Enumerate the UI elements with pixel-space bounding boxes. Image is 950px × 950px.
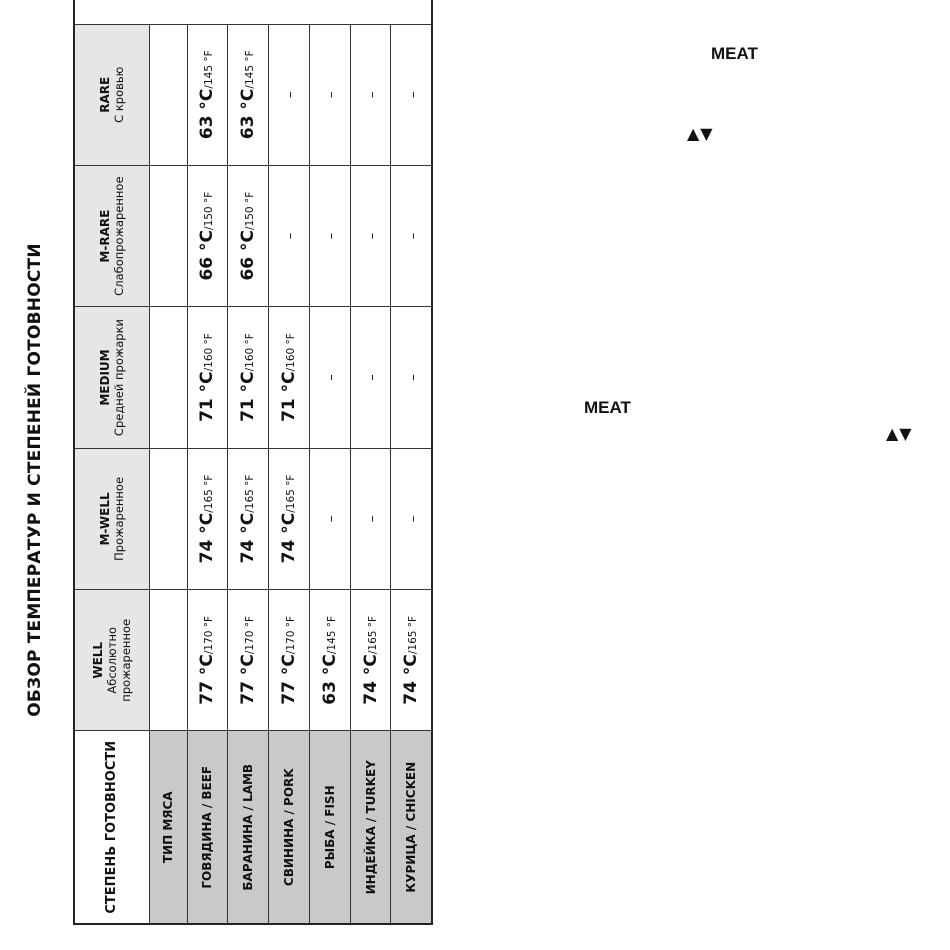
- celsius-value: 77 °C: [197, 654, 218, 705]
- temperature-cell: [391, 448, 432, 589]
- meat-label: КУРИЦА / CHICKEN: [391, 731, 432, 924]
- temperature-cell: [228, 590, 269, 731]
- up-down-arrows-icon-top: ▲▼: [687, 124, 714, 143]
- celsius-value: 71 °C: [238, 371, 259, 422]
- fahrenheit-value: /170 °F: [244, 615, 257, 655]
- fahrenheit-value: /165 °F: [244, 474, 257, 513]
- table-row: [269, 0, 310, 924]
- temperature-cell: [391, 307, 432, 448]
- temperature-cell: [269, 24, 310, 165]
- temperature-cell: [309, 590, 350, 731]
- not-applicable-dash: –: [405, 374, 421, 381]
- column-header-well: [74, 590, 149, 731]
- temperature-cell: [187, 307, 228, 448]
- corner-label: СТЕПЕНЬ ГОТОВНОСТИ: [74, 731, 149, 924]
- temperature-cell: [391, 24, 432, 165]
- page-title: ОБЗОР ТЕМПЕРАТУР И СТЕПЕНЕЙ ГОТОВНОСТИ: [25, 243, 45, 717]
- column-russian-name: Средней прожарки: [111, 319, 126, 437]
- column-russian-name: С кровью: [111, 66, 126, 123]
- temperature-cell: [228, 307, 269, 448]
- fahrenheit-value: /165 °F: [407, 615, 420, 655]
- fahrenheit-value: /165 °F: [366, 615, 379, 655]
- temperature-cell: [391, 165, 432, 306]
- column-header-medium: [74, 307, 149, 448]
- not-applicable-dash: –: [365, 374, 381, 381]
- column-code: M-RARE: [97, 209, 112, 263]
- fahrenheit-value: /170 °F: [284, 615, 297, 655]
- fahrenheit-value: /160 °F: [203, 333, 216, 372]
- temperature-cell: [309, 165, 350, 306]
- not-applicable-dash: –: [283, 232, 299, 240]
- celsius-value: 71 °C: [197, 371, 218, 422]
- temperature-cell: [309, 307, 350, 448]
- temperature-cell: [187, 590, 228, 731]
- blank-cell: [149, 448, 187, 589]
- temperature-cell: [391, 590, 432, 731]
- fahrenheit-value: /150 °F: [244, 191, 257, 230]
- fahrenheit-value: /165 °F: [284, 474, 297, 513]
- column-russian-name: Абсолютно: [104, 627, 119, 694]
- blank-cell: [149, 590, 187, 731]
- blank-cell: [149, 307, 187, 448]
- temperature-cell: [350, 448, 391, 589]
- not-applicable-dash: –: [365, 91, 381, 98]
- column-russian-name: прожаренное: [118, 618, 133, 702]
- fahrenheit-value: /150 °F: [203, 191, 216, 230]
- meat-label: СВИНИНА / PORK: [269, 731, 310, 924]
- celsius-value: 63 °C: [319, 654, 340, 705]
- temperature-cell: [187, 165, 228, 306]
- temperature-cell: [187, 24, 228, 165]
- fahrenheit-value: /165 °F: [203, 474, 216, 513]
- table-row: [350, 0, 391, 924]
- not-applicable-dash: –: [365, 232, 381, 240]
- not-applicable-dash: –: [405, 232, 421, 240]
- fahrenheit-value: /145 °F: [325, 615, 338, 655]
- header-row: [74, 0, 149, 924]
- celsius-value: 74 °C: [197, 512, 218, 564]
- temperature-cell: [187, 448, 228, 589]
- not-applicable-dash: –: [324, 374, 340, 381]
- column-code: MEDIUM: [97, 349, 112, 406]
- fahrenheit-value: /145 °F: [244, 50, 257, 89]
- temperature-cell: [228, 24, 269, 165]
- not-applicable-dash: –: [405, 91, 421, 98]
- celsius-value: 66 °C: [238, 229, 259, 281]
- column-header-m-well: [74, 448, 149, 589]
- column-header-rare: [74, 24, 149, 165]
- fahrenheit-value: /160 °F: [244, 333, 257, 372]
- temperature-cell: [228, 448, 269, 589]
- temperature-cell: [350, 307, 391, 448]
- not-applicable-dash: –: [405, 515, 421, 523]
- temperature-table-container: [73, 25, 431, 925]
- celsius-value: 74 °C: [360, 654, 381, 705]
- fahrenheit-value: /160 °F: [284, 333, 297, 372]
- temperature-cell: [269, 165, 310, 306]
- column-russian-name: Слабопрожаренное: [111, 176, 126, 296]
- not-applicable-dash: –: [324, 91, 340, 98]
- table-row: [187, 0, 228, 924]
- column-code: WELL: [90, 641, 105, 679]
- celsius-value: 77 °C: [278, 654, 299, 705]
- blank-cell: [149, 24, 187, 165]
- column-russian-name: Прожаренное: [111, 476, 126, 561]
- table-row: [228, 0, 269, 924]
- temperature-cell: [309, 448, 350, 589]
- celsius-value: 66 °C: [197, 229, 218, 281]
- table-row: [309, 0, 350, 924]
- not-applicable-dash: –: [324, 232, 340, 240]
- meat-label: РЫБА / FISH: [309, 731, 350, 924]
- not-applicable-dash: –: [324, 515, 340, 523]
- temperature-cell: [228, 165, 269, 306]
- column-header-m-rare: [74, 165, 149, 306]
- meat-label-top: MEAT: [711, 44, 758, 63]
- meat-label: БАРАНИНА / LAMB: [228, 731, 269, 924]
- temperature-cell: [309, 24, 350, 165]
- meat-type-label: ТИП МЯСА: [149, 731, 187, 924]
- temperature-cell: [269, 307, 310, 448]
- table-row: [391, 0, 432, 924]
- celsius-value: 74 °C: [401, 654, 422, 705]
- celsius-value: 74 °C: [278, 512, 299, 564]
- fahrenheit-value: /170 °F: [203, 615, 216, 655]
- blank-cell: [149, 165, 187, 306]
- temperature-cell: [269, 590, 310, 731]
- up-down-arrows-icon-bottom: ▲▼: [886, 424, 913, 443]
- column-code: M-WELL: [97, 492, 112, 546]
- celsius-value: 63 °C: [238, 88, 259, 140]
- temperature-table: [73, 0, 433, 925]
- not-applicable-dash: –: [365, 515, 381, 523]
- celsius-value: 74 °C: [238, 512, 259, 564]
- celsius-value: 77 °C: [238, 654, 259, 705]
- meat-label-bottom: MEAT: [584, 398, 631, 417]
- temperature-cell: [350, 24, 391, 165]
- temperature-cell: [350, 590, 391, 731]
- celsius-value: 63 °C: [197, 88, 218, 140]
- meat-label: ИНДЕЙКА / TURKEY: [350, 731, 391, 924]
- celsius-value: 71 °C: [278, 371, 299, 422]
- temperature-cell: [269, 448, 310, 589]
- meat-type-row: [149, 0, 187, 924]
- temperature-cell: [350, 165, 391, 306]
- fahrenheit-value: /145 °F: [203, 50, 216, 89]
- not-applicable-dash: –: [283, 91, 299, 98]
- meat-label: ГОВЯДИНА / BEEF: [187, 731, 228, 924]
- column-code: RARE: [97, 76, 112, 113]
